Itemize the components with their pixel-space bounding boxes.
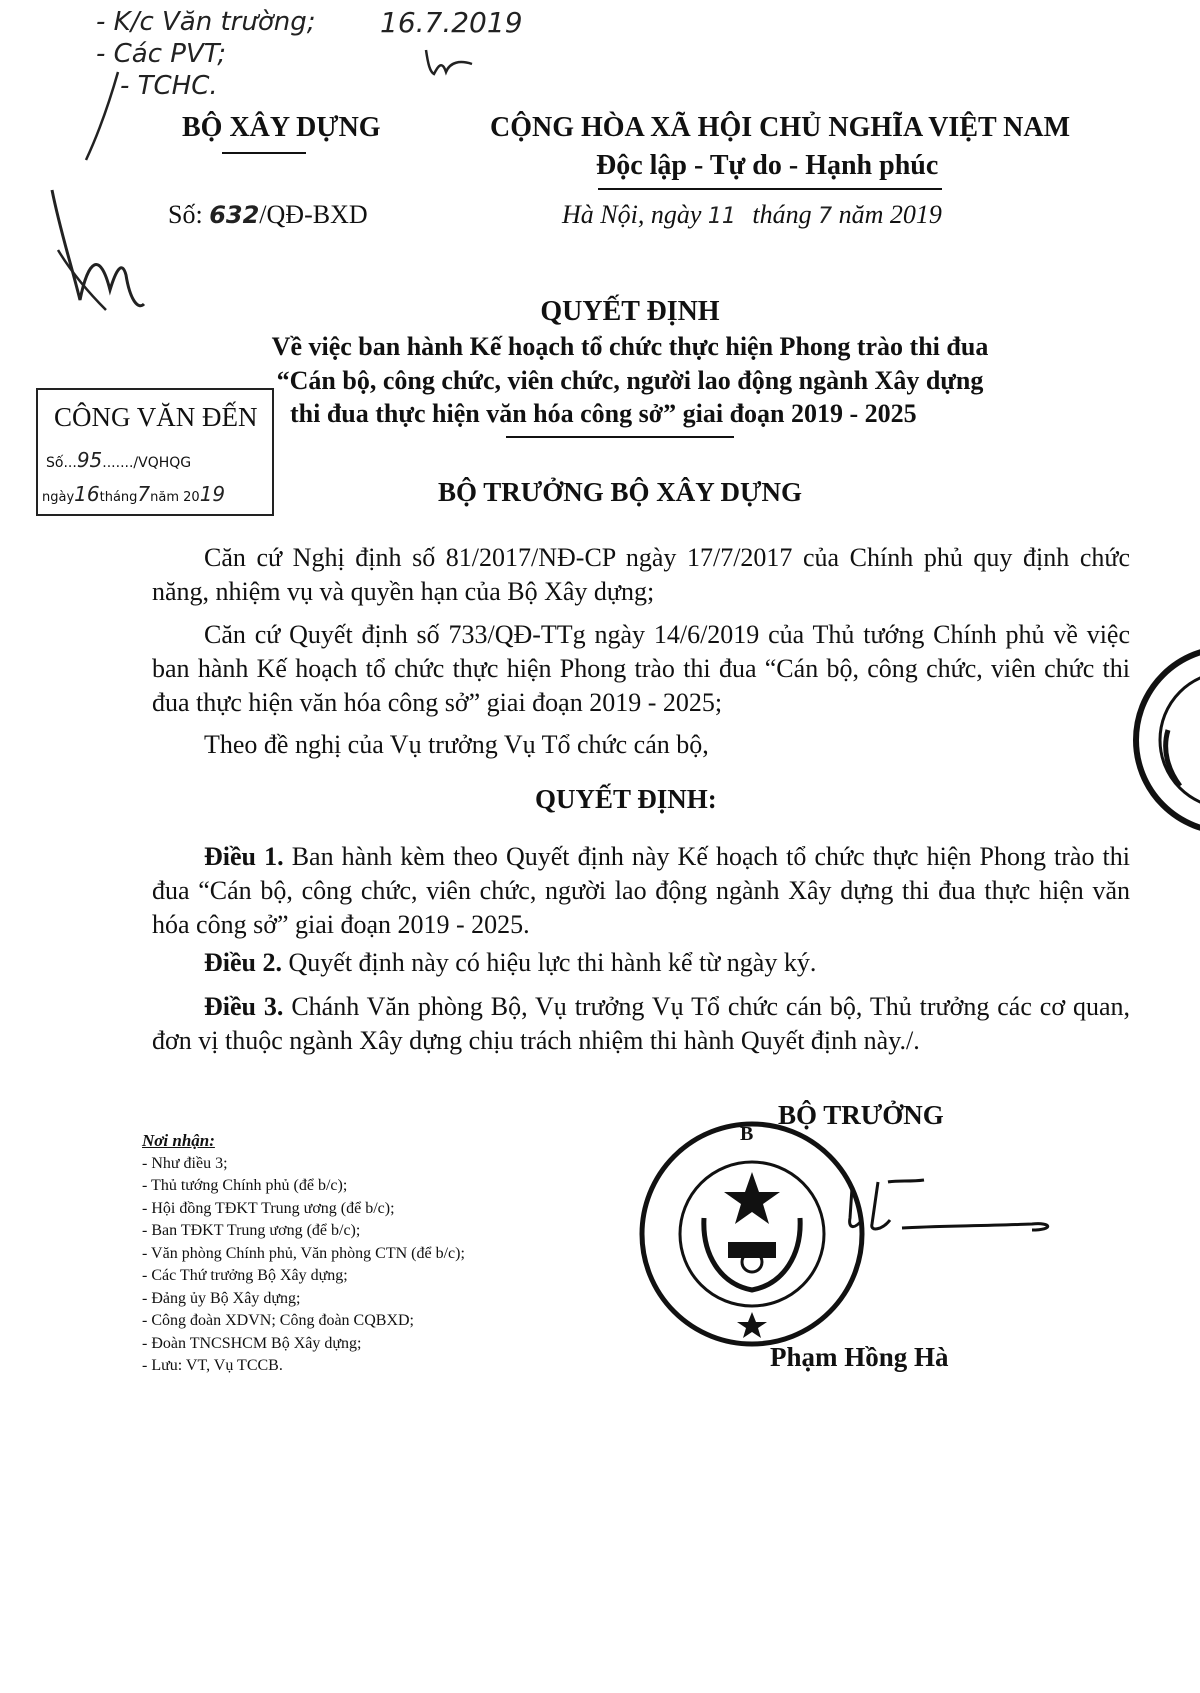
- recipient-item: - Như điều 3;: [142, 1154, 228, 1172]
- recipient-item: - Lưu: VT, Vụ TCCB.: [142, 1357, 283, 1374]
- legal-basis-text: Theo đề nghị của Vụ trưởng Vụ Tổ chức cán bộ,: [204, 730, 709, 759]
- legal-basis-text: Căn cứ Nghị định số 81/2017/NĐ-CP ngày 17/7/2017 của Chính phủ quy định chức năng, nhiệm vụ và quyền hạn của Bộ Xây dựng;: [152, 543, 1130, 606]
- article-label: Điều 2.: [204, 948, 282, 977]
- stamp-number-suffix: ......./VQHQG: [102, 455, 192, 471]
- legal-basis-2: [152, 618, 1130, 720]
- recipient-item: - Văn phòng Chính phủ, Văn phòng CTN (để b/c);: [142, 1244, 465, 1262]
- signer-title: BỘ TRƯỞNG: [778, 1100, 944, 1130]
- issue-date: [562, 200, 942, 230]
- legal-basis-3: [152, 728, 1130, 762]
- handwritten-initial-signature: [420, 42, 490, 82]
- handwritten-line: - Các PVT;: [96, 39, 227, 69]
- motto-underline: [598, 188, 942, 190]
- article-label: Điều 3.: [204, 992, 284, 1021]
- agency-underline: [222, 152, 306, 154]
- stamp-year: 19: [199, 482, 226, 506]
- edge-seal-fragment: [1128, 640, 1200, 840]
- recipient-item: - Các Thứ trưởng Bộ Xây dựng;: [142, 1267, 348, 1284]
- article-label: Điều 1.: [204, 842, 284, 871]
- article-1: [152, 840, 1130, 942]
- recipients-list: [142, 1130, 465, 1378]
- date-month: 7: [818, 204, 833, 229]
- recipients-heading: Nơi nhận:: [142, 1131, 215, 1150]
- stamp-year-label: năm 20: [150, 490, 200, 505]
- country-name: CỘNG HÒA XÃ HỘI CHỦ NGHĨA VIỆT NAM: [490, 112, 1071, 143]
- stamp-month: 7: [137, 482, 151, 506]
- document-number-prefix: Số:: [168, 200, 203, 229]
- date-year: năm 2019: [838, 200, 942, 229]
- stamp-date-label: ngày: [42, 490, 75, 505]
- recipient-item: - Đảng ủy Bộ Xây dựng;: [142, 1289, 301, 1307]
- document-number-suffix: /QĐ-BXD: [259, 200, 368, 229]
- date-day: 11: [707, 204, 736, 229]
- incoming-document-stamp: [36, 388, 274, 516]
- decision-heading: QUYẾT ĐỊNH:: [535, 784, 717, 814]
- issuing-agency: BỘ XÂY DỰNG: [182, 112, 381, 143]
- title-line-2: “Cán bộ, công chức, viên chức, người lao động ngành Xây dựng: [276, 366, 984, 395]
- stamp-number: 95: [76, 448, 103, 472]
- legal-basis-1: [152, 541, 1130, 609]
- handwritten-approval-mark: [30, 60, 150, 330]
- national-motto: Độc lập - Tự do - Hạnh phúc: [596, 150, 939, 181]
- document-number-value: 632: [209, 201, 260, 229]
- stamp-title: CÔNG VĂN ĐẾN: [54, 402, 258, 432]
- svg-text:B: B: [740, 1123, 754, 1145]
- date-month-label: tháng: [752, 200, 812, 229]
- handwritten-date-note: 16.7.2019: [380, 6, 523, 39]
- article-text: Ban hành kèm theo Quyết định này Kế hoạch tổ chức thực hiện Phong trào thi đua “Cán bộ, công chức, viên chức, người lao động ngành Xây dựng thi đua thực hiện văn hóa công sở” giai đoạn 2019 - 2025.: [152, 842, 1131, 939]
- stamp-date-line: [42, 482, 225, 506]
- stamp-day: 16: [74, 482, 100, 506]
- legal-basis-text: Căn cứ Quyết định số 733/QĐ-TTg ngày 14/6/2019 của Thủ tướng Chính phủ về việc ban hành Kế hoạch tổ chức thực hiện Phong trào thi đua “Cán bộ, công chức, viên chức thi đua thực hiện văn hóa công sở” giai đoạn 2019 - 2025;: [152, 620, 1130, 717]
- recipient-item: - Hội đồng TĐKT Trung ương (để b/c);: [142, 1199, 395, 1217]
- title-line-1: Về việc ban hành Kế hoạch tổ chức thực hiện Phong trào thi đua: [271, 332, 989, 361]
- article-text: Quyết định này có hiệu lực thi hành kể từ ngày ký.: [288, 948, 817, 977]
- issuing-authority: BỘ TRƯỞNG BỘ XÂY DỰNG: [438, 477, 803, 507]
- handwritten-line: - TCHC.: [120, 71, 218, 101]
- title-line-3: thi đua thực hiện văn hóa công sở” giai đoạn 2019 - 2025: [290, 399, 917, 428]
- article-2: [152, 946, 1130, 980]
- stamp-number-line: [46, 448, 191, 472]
- article-text: Chánh Văn phòng Bộ, Vụ trưởng Vụ Tổ chức cán bộ, Thủ trưởng các cơ quan, đơn vị thuộc ngành Xây dựng chịu trách nhiệm thi hành Quyết định này./.: [152, 992, 1131, 1055]
- title-underline: [506, 436, 734, 438]
- date-prefix: Hà Nội, ngày: [562, 200, 702, 229]
- minister-signature: [832, 1168, 1062, 1248]
- document-title: QUYẾT ĐỊNH: [540, 296, 720, 327]
- recipient-item: - Đoàn TNCSHCM Bộ Xây dựng;: [142, 1334, 362, 1352]
- document-number: [168, 200, 368, 230]
- signer-name: Phạm Hồng Hà: [770, 1342, 949, 1372]
- stamp-number-label: Số...: [46, 455, 77, 471]
- article-3: [152, 990, 1130, 1058]
- recipient-item: - Công đoàn XDVN; Công đoàn CQBXD;: [142, 1312, 414, 1329]
- recipient-item: - Thủ tướng Chính phủ (để b/c);: [142, 1177, 348, 1194]
- stamp-month-label: tháng: [99, 490, 138, 505]
- recipient-item: - Ban TĐKT Trung ương (để b/c);: [142, 1222, 361, 1239]
- handwritten-line: - K/c Văn trường;: [96, 7, 316, 37]
